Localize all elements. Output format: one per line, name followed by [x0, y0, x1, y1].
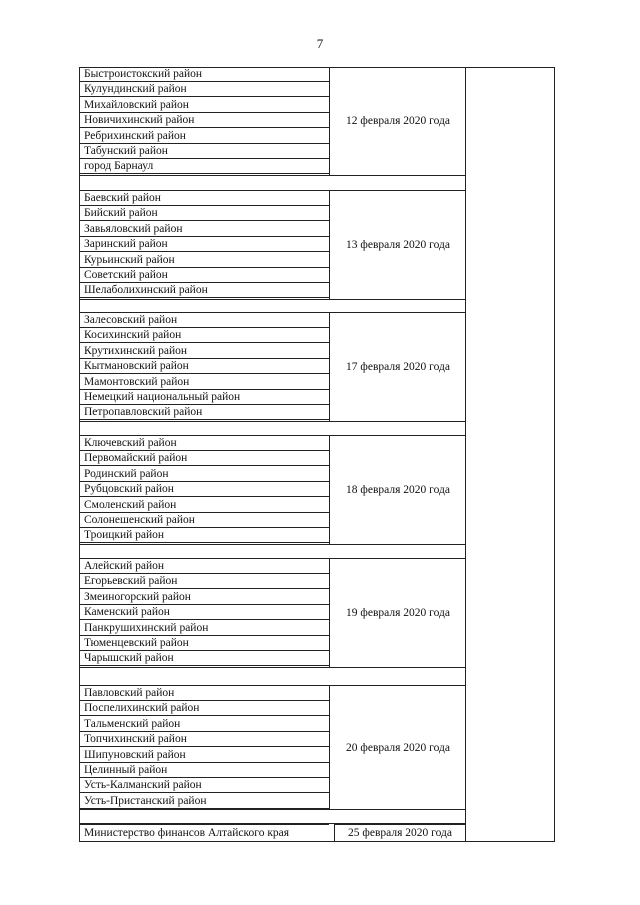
- district-row: Табунский район: [79, 144, 329, 159]
- district-row: Мамонтовский район: [79, 375, 329, 390]
- district-row: Кытмановский район: [79, 359, 329, 374]
- district-group: [79, 313, 466, 421]
- district-row: Тюменцевский район: [79, 636, 329, 651]
- district-row: Бийский район: [79, 206, 329, 221]
- district-group: [79, 436, 466, 544]
- district-row: Егорьевский район: [79, 574, 329, 589]
- district-row: Кулундинский район: [79, 82, 329, 97]
- group-date: 18 февраля 2020 года: [329, 436, 466, 544]
- district-row: Целинный район: [79, 763, 329, 778]
- group-separator: [79, 299, 466, 313]
- group-separator: [79, 667, 466, 686]
- district-row: Каменский район: [79, 605, 329, 620]
- group-separator: [79, 421, 466, 436]
- district-row: Косихинский район: [79, 328, 329, 343]
- group-date: 20 февраля 2020 года: [329, 686, 466, 809]
- district-row: Солонешенский район: [79, 513, 329, 528]
- group-separator: [79, 544, 466, 559]
- district-row: Панкрушихинский район: [79, 621, 329, 636]
- district-row: Заринский район: [79, 237, 329, 252]
- group-separator: [79, 175, 466, 191]
- district-row: Троицкий район: [79, 528, 329, 543]
- district-row: Быстроистокский район: [79, 67, 329, 82]
- district-row: Новичихинский район: [79, 113, 329, 128]
- footer-row: [79, 824, 466, 842]
- group-date: 13 февраля 2020 года: [329, 191, 466, 299]
- district-row: Родинский район: [79, 467, 329, 482]
- district-row: Тальменский район: [79, 717, 329, 732]
- district-row: Топчихинский район: [79, 732, 329, 747]
- district-row: Поспелихинский район: [79, 701, 329, 716]
- district-row: Советский район: [79, 268, 329, 283]
- district-row: Павловский район: [79, 686, 329, 701]
- district-group: [79, 67, 466, 175]
- district-row: Змеиногорский район: [79, 590, 329, 605]
- group-date: 12 февраля 2020 года: [329, 67, 466, 175]
- footer-org-name: Министерство финансов Алтайского края: [79, 824, 329, 842]
- district-row: Курьинский район: [79, 253, 329, 268]
- district-group: [79, 559, 466, 667]
- district-row: Усть-Калманский район: [79, 778, 329, 793]
- district-row: Рубцовский район: [79, 482, 329, 497]
- group-date: 19 февраля 2020 года: [329, 559, 466, 667]
- district-row: Первомайский район: [79, 451, 329, 466]
- district-row: Завьяловский район: [79, 222, 329, 237]
- district-row: Петропавловский район: [79, 405, 329, 420]
- district-row: Ключевский район: [79, 436, 329, 451]
- footer-date: 25 февраля 2020 года: [334, 824, 465, 842]
- page-number: 7: [316, 36, 324, 51]
- district-group: [79, 686, 466, 809]
- district-row: Алейский район: [79, 559, 329, 574]
- district-group: [79, 191, 466, 299]
- district-row: Немецкий национальный район: [79, 390, 329, 405]
- district-row: Баевский район: [79, 191, 329, 206]
- district-row: Ребрихинский район: [79, 129, 329, 144]
- district-row: город Барнаул: [79, 159, 329, 174]
- district-row: Михайловский район: [79, 98, 329, 113]
- district-row: Залесовский район: [79, 313, 329, 328]
- district-row: Шипуновский район: [79, 748, 329, 763]
- notes-column: [466, 67, 555, 842]
- district-row: Шелаболихинский район: [79, 283, 329, 298]
- district-row: Смоленский район: [79, 498, 329, 513]
- district-row: Усть-Пристанский район: [79, 794, 329, 809]
- district-row: Крутихинский район: [79, 344, 329, 359]
- district-row: Чарышский район: [79, 651, 329, 666]
- group-separator: [79, 809, 466, 824]
- group-date: 17 февраля 2020 года: [329, 313, 466, 421]
